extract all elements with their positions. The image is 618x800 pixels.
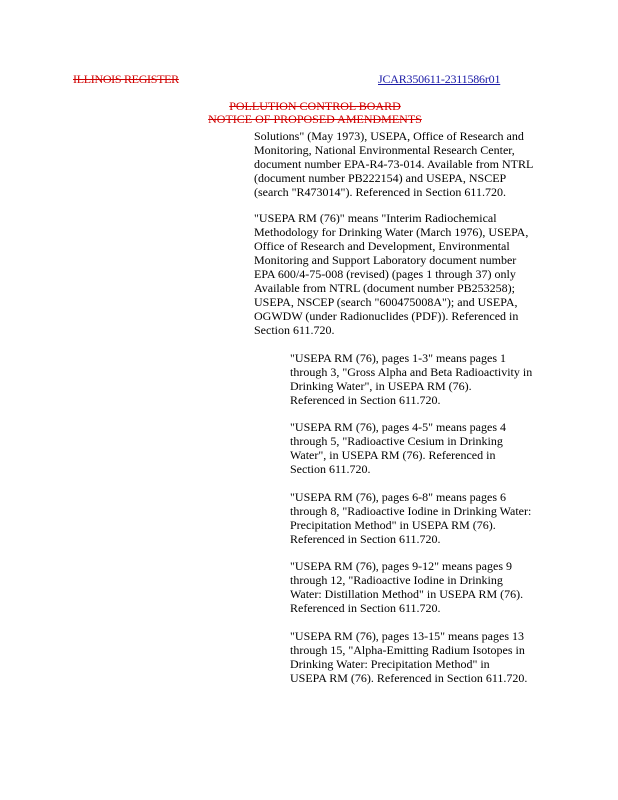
title-line-notice: NOTICE OF PROPOSED AMENDMENTS bbox=[208, 112, 422, 126]
subitem-pages-4-5 bbox=[290, 420, 570, 476]
text-line: USEPA RM (76). Referenced in Section 611.720. bbox=[290, 671, 528, 685]
text-line: "USEPA RM (76), pages 1-3" means pages 1 bbox=[290, 351, 507, 365]
text-line: through 5, "Radioactive Cesium in Drinking bbox=[290, 434, 503, 448]
paragraph-usepa-solutions bbox=[254, 129, 564, 199]
text-line: Office of Research and Development, Environmental bbox=[254, 239, 510, 253]
text-line: OGWDW (under Radionuclides (PDF)). Referenced in bbox=[254, 309, 519, 323]
text-line: Drinking Water", in USEPA RM (76). bbox=[290, 379, 472, 393]
title-line-board: POLLUTION CONTROL BOARD bbox=[229, 99, 401, 113]
text-line: Section 611.720. bbox=[290, 462, 371, 476]
jcar-reference: JCAR350611-2311586r01 bbox=[378, 72, 501, 86]
paragraph-usepa-rm76 bbox=[254, 211, 564, 337]
text-line: Referenced in Section 611.720. bbox=[290, 393, 441, 407]
text-line: through 15, "Alpha-Emitting Radium Isotopes in bbox=[290, 643, 525, 657]
subitem-pages-1-3 bbox=[290, 351, 570, 407]
text-line: "USEPA RM (76), pages 6-8" means pages 6 bbox=[290, 490, 507, 504]
subitem-pages-6-8 bbox=[290, 490, 570, 546]
text-line: Precipitation Method" in USEPA RM (76). bbox=[290, 518, 496, 532]
text-line: through 12, "Radioactive Iodine in Drinking bbox=[290, 573, 503, 587]
text-line: Methodology for Drinking Water (March 1976), USEPA, bbox=[254, 225, 529, 239]
subitem-pages-13-15 bbox=[290, 629, 570, 685]
text-line: Monitoring, National Environmental Research Center, bbox=[254, 143, 515, 157]
text-line: Monitoring and Support Laboratory document number bbox=[254, 253, 517, 267]
text-line: Water: Distillation Method" in USEPA RM (76). bbox=[290, 587, 524, 601]
text-line: "USEPA RM (76), pages 9-12" means pages 9 bbox=[290, 559, 513, 573]
page-title bbox=[180, 100, 450, 126]
text-line: "USEPA RM (76), pages 13-15" means pages 13 bbox=[290, 629, 525, 643]
text-line: USEPA, NSCEP (search "600475008A"); and USEPA, bbox=[254, 295, 518, 309]
text-line: Solutions" (May 1973), USEPA, Office of Research and bbox=[254, 129, 524, 143]
text-line: Available from NTRL (document number PB253258); bbox=[254, 281, 515, 295]
text-line: Section 611.720. bbox=[254, 323, 335, 337]
text-line: (search "R473014"). Referenced in Section 611.720. bbox=[254, 185, 506, 199]
text-line: through 8, "Radioactive Iodine in Drinking Water: bbox=[290, 504, 532, 518]
text-line: "USEPA RM (76)" means "Interim Radiochemical bbox=[254, 211, 497, 225]
text-line: Referenced in Section 611.720. bbox=[290, 532, 441, 546]
text-line: EPA 600/4-75-008 (revised) (pages 1 through 37) only bbox=[254, 267, 516, 281]
text-line: Drinking Water: Precipitation Method" in bbox=[290, 657, 490, 671]
text-line: Water", in USEPA RM (76). Referenced in bbox=[290, 448, 496, 462]
text-line: (document number PB222154) and USEPA, NSCEP bbox=[254, 171, 507, 185]
text-line: Referenced in Section 611.720. bbox=[290, 601, 441, 615]
register-header: ILLINOIS REGISTER bbox=[73, 72, 179, 86]
text-line: through 3, "Gross Alpha and Beta Radioactivity in bbox=[290, 365, 533, 379]
subitem-pages-9-12 bbox=[290, 559, 570, 615]
text-line: document number EPA-R4-73-014. Available from NTRL bbox=[254, 157, 534, 171]
text-line: "USEPA RM (76), pages 4-5" means pages 4 bbox=[290, 420, 507, 434]
